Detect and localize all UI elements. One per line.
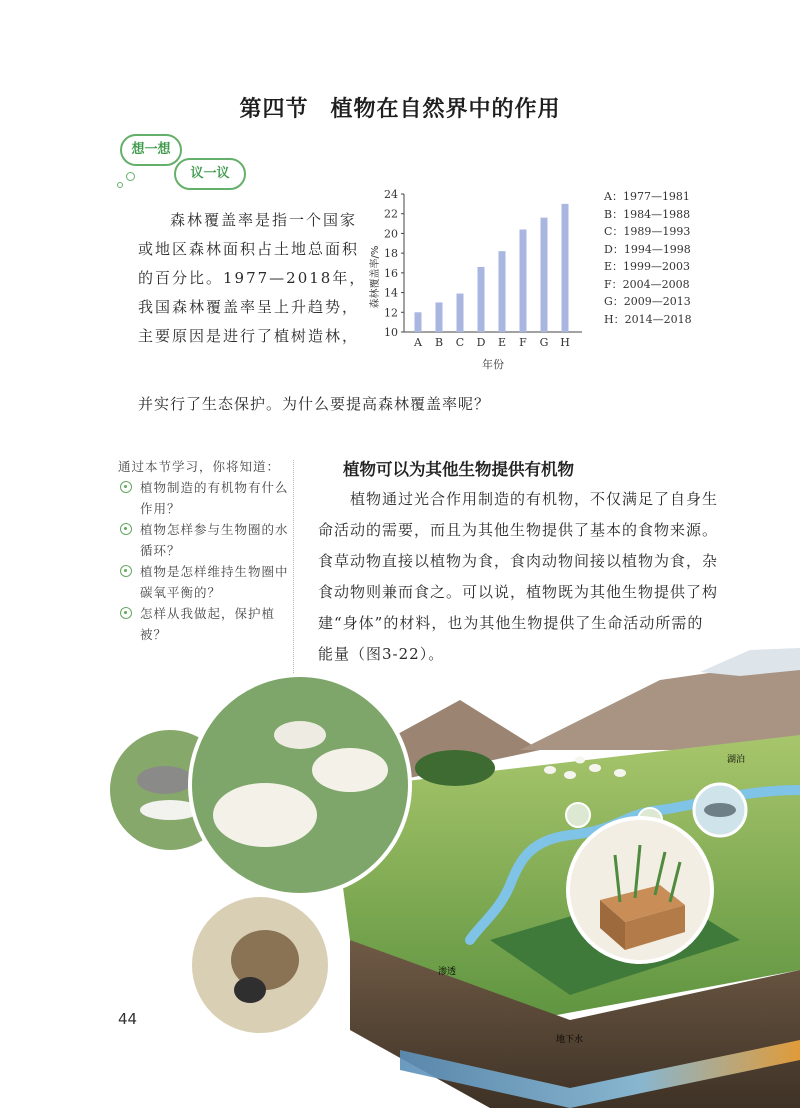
y-tick-label: 16 [384, 266, 398, 280]
bullet-icon [120, 607, 132, 619]
think-discuss-tag [112, 130, 252, 200]
bar-H [562, 204, 569, 332]
chart-legend [604, 188, 692, 328]
legend-entry: B：1984—1988 [604, 207, 691, 221]
learn-item-text: 怎样从我做起，保护植被？ [140, 606, 276, 642]
chart-xlabel: 年份 [482, 358, 504, 371]
y-tick-label: 12 [384, 306, 398, 320]
learn-item [118, 561, 290, 603]
bubble-dot [126, 172, 135, 181]
think-bubble: 想一想 [120, 134, 182, 166]
learn-item [118, 519, 290, 561]
legend-entry: E：1999—2003 [604, 260, 691, 273]
section-number: 第四节 [239, 97, 309, 122]
x-tick-label: F [519, 336, 527, 349]
x-tick-label: D [476, 336, 486, 349]
y-tick-label: 20 [384, 227, 398, 241]
x-tick-label: G [539, 336, 549, 349]
bar-F [520, 229, 527, 332]
subsection-title: 植物可以为其他生物提供有机物 [343, 460, 574, 479]
y-tick-label: 18 [384, 247, 398, 261]
y-tick-label: 10 [384, 326, 398, 339]
y-tick-label: 14 [384, 286, 398, 300]
legend-entry: C：1989—1993 [604, 225, 691, 238]
x-tick-label: C [455, 336, 465, 349]
forest-coverage-chart [360, 182, 600, 382]
label-lake: 湖泊 [727, 755, 746, 765]
learning-objectives [118, 456, 290, 645]
legend-entry: F：2004—2008 [604, 277, 690, 291]
subsection-body: 植物通过光合作用制造的有机物，不仅满足了自身生命活动的需要，而且为其他生物提供了基本的食物来源。食草动物直接以植物为食，食肉动物间接以植物为食，杂食动物则兼而食之。可以说，植物既为其他生物提供了构建“身体”的材料，也为其他生物提供了生命活动所需的能量（图3-22）。 [318, 490, 719, 663]
intro-tail: 并实行了生态保护。为什么要提高森林覆盖率呢？ [138, 395, 491, 413]
label-groundwater: 地下水 [556, 1035, 584, 1045]
learn-item-text: 植物制造的有机物有什么作用？ [140, 480, 289, 516]
bubble-dot-small [117, 182, 123, 188]
learn-item-text: 植物怎样参与生物圈的水循环？ [140, 522, 289, 558]
bullet-icon [120, 565, 132, 577]
insect-inset-1 [566, 803, 590, 827]
discuss-bubble: 议一议 [174, 158, 246, 190]
y-tick-label: 24 [384, 188, 398, 201]
bar-A [415, 312, 422, 332]
learn-item-text: 植物是怎样维持生物圈中碳氧平衡的？ [140, 564, 289, 600]
label-infiltration: 渗透 [438, 967, 457, 977]
section-heading: 植物在自然界中的作用 [330, 97, 561, 122]
learn-heading: 通过本节学习，你将知道： [118, 459, 281, 474]
bar-G [541, 218, 548, 332]
bar-C [457, 294, 464, 332]
bar-D [478, 267, 485, 332]
bar-E [499, 251, 506, 332]
learn-item [118, 603, 290, 645]
trees [415, 750, 495, 786]
page-number: 44 [118, 1010, 138, 1028]
ecosystem-illustration [100, 640, 800, 1108]
legend-entry: A：1977—1981 [604, 190, 690, 203]
bullet-icon [120, 523, 132, 535]
x-tick-label: E [497, 336, 507, 349]
chart-ylabel: 森林覆盖率/% [370, 245, 381, 309]
y-tick-label: 22 [384, 207, 398, 221]
intro-text: 森林覆盖率是指一个国家或地区森林面积占土地总面积的百分比。1977—2018年，我国森林覆盖率呈上升趋势，主要原因是进行了植树造林， [138, 211, 367, 345]
x-tick-label: B [434, 336, 444, 349]
intro-paragraph [138, 206, 370, 351]
learn-item [118, 477, 290, 519]
legend-entry: H：2014—2018 [604, 312, 692, 326]
legend-entry: D：1994—1998 [604, 242, 691, 256]
legend-entry: G：2009—2013 [604, 295, 691, 308]
x-tick-label: A [414, 336, 422, 349]
x-tick-label: H [560, 336, 570, 349]
section-title [0, 92, 800, 123]
bullet-icon [120, 481, 132, 493]
bar-B [436, 302, 443, 332]
